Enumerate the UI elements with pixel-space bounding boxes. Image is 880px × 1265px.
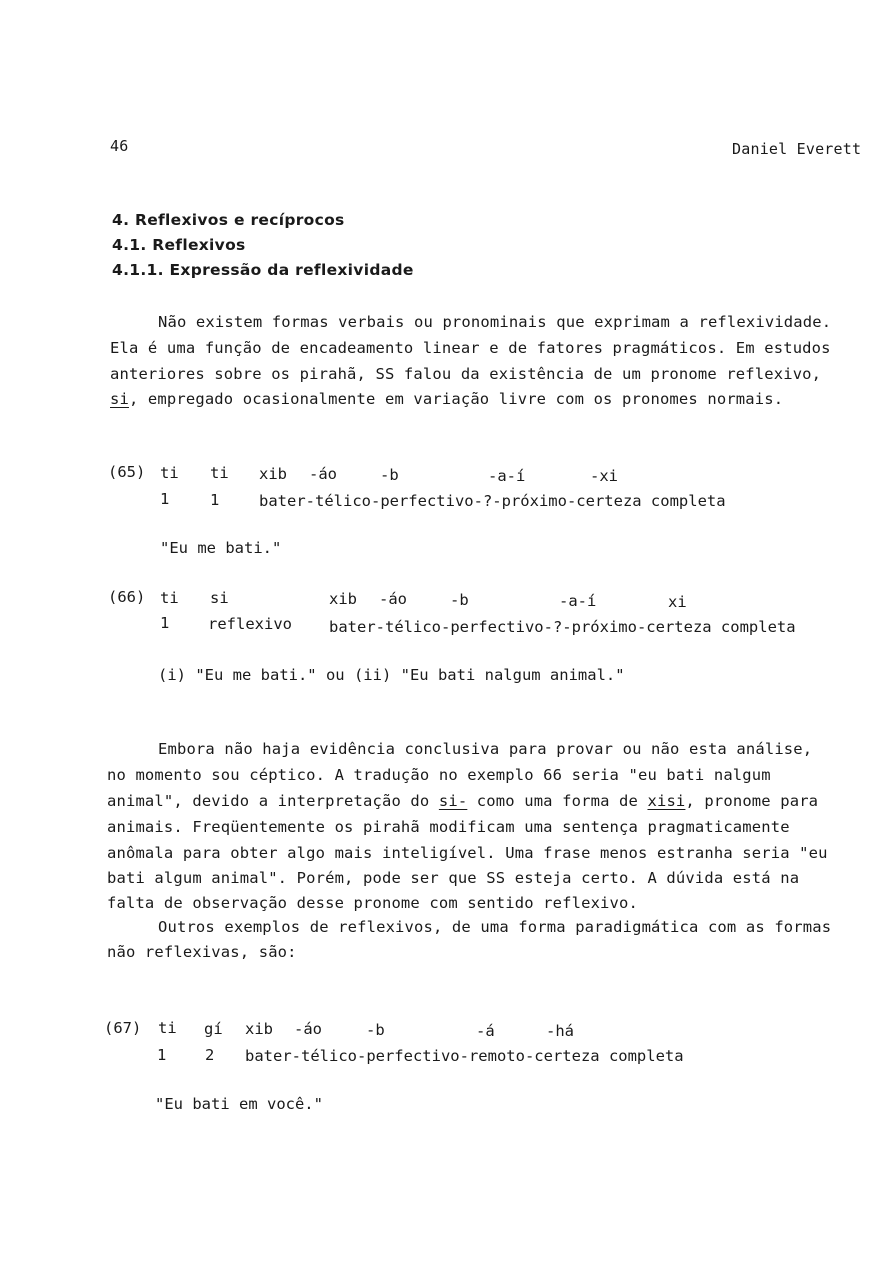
gloss: bater-télico-perfectivo-?-próximo-certeza completa — [259, 492, 726, 510]
morpheme: ti — [160, 464, 179, 482]
underlined-term: si- — [438, 792, 468, 810]
free-translation: (i) "Eu me bati." ou (ii) "Eu bati nalgum animal." — [158, 666, 625, 684]
free-translation: "Eu bati em você." — [155, 1095, 323, 1113]
paragraph-line: bati algum animal". Porém, pode ser que SS esteja certo. A dúvida está na — [107, 869, 800, 887]
paragraph-line — [110, 390, 783, 408]
morpheme: -á — [476, 1022, 495, 1040]
morpheme: ti — [160, 589, 179, 607]
paragraph-line: falta de observação desse pronome com sentido reflexivo. — [107, 894, 638, 912]
paragraph-line: no momento sou céptico. A tradução no exemplo 66 seria "eu bati nalgum — [107, 766, 771, 784]
underlined-term: si — [110, 390, 129, 408]
gloss: bater-télico-perfectivo-?-próximo-certeza completa — [329, 618, 796, 636]
gloss: 1 — [160, 614, 170, 632]
morpheme: gí — [204, 1020, 223, 1038]
running-header-author: Daniel Everett — [732, 140, 862, 158]
paragraph-line — [107, 792, 818, 810]
morpheme: ti — [210, 464, 229, 482]
morpheme: -xi — [590, 467, 618, 485]
section-heading: 4. Reflexivos e recíprocos — [112, 211, 345, 229]
morpheme: si — [210, 589, 229, 607]
gloss: 1 — [210, 491, 220, 509]
text-span: , empregado ocasionalmente em variação livre com os pronomes normais. — [128, 390, 784, 408]
example-number: (67) — [104, 1019, 142, 1037]
example-number: (65) — [108, 463, 146, 481]
paragraph-line: Ela é uma função de encadeamento linear e de fatores pragmáticos. Em estudos — [110, 339, 831, 357]
morpheme: -a-í — [488, 467, 526, 485]
morpheme: -a-í — [559, 592, 597, 610]
morpheme: -b — [380, 466, 399, 484]
text-span: como uma forma de — [467, 792, 648, 810]
page-number: 46 — [110, 137, 129, 155]
text-span: , pronome para — [685, 792, 819, 810]
free-translation: "Eu me bati." — [160, 539, 282, 557]
paragraph-line: Embora não haja evidência conclusiva para provar ou não esta análise, — [158, 740, 813, 758]
morpheme: -áo — [309, 465, 337, 483]
paragraph-line: animais. Freqüentemente os pirahã modificam uma sentença pragmaticamente — [107, 818, 790, 836]
paragraph-line: Não existem formas verbais ou pronominais que exprimam a reflexividade. — [158, 313, 832, 331]
morpheme: xib — [329, 590, 357, 608]
gloss: bater-télico-perfectivo-remoto-certeza completa — [245, 1047, 684, 1065]
gloss: 1 — [160, 490, 170, 508]
text-span: animal", devido a interpretação do — [107, 792, 439, 810]
example-number: (66) — [108, 588, 146, 606]
morpheme: -áo — [379, 590, 407, 608]
gloss: 1 — [157, 1046, 167, 1064]
morpheme: ti — [158, 1019, 177, 1037]
morpheme: -há — [546, 1022, 574, 1040]
morpheme: -áo — [294, 1020, 322, 1038]
underlined-term: xisi — [647, 792, 686, 810]
paragraph-line: anômala para obter algo mais inteligível. Uma frase menos estranha seria "eu — [107, 844, 828, 862]
gloss: 2 — [205, 1046, 215, 1064]
paragraph-line: não reflexivas, são: — [107, 943, 297, 961]
subsubsection-heading: 4.1.1. Expressão da reflexividade — [112, 261, 414, 279]
morpheme: xib — [245, 1020, 273, 1038]
subsection-heading: 4.1. Reflexivos — [112, 236, 246, 254]
morpheme: -b — [450, 591, 469, 609]
gloss: reflexivo — [208, 615, 292, 633]
paragraph-line: anteriores sobre os pirahã, SS falou da existência de um pronome reflexivo, — [110, 365, 822, 383]
morpheme: -b — [366, 1021, 385, 1039]
morpheme: xi — [668, 593, 687, 611]
morpheme: xib — [259, 465, 287, 483]
paragraph-line: Outros exemplos de reflexivos, de uma forma paradigmática com as formas — [158, 918, 832, 936]
